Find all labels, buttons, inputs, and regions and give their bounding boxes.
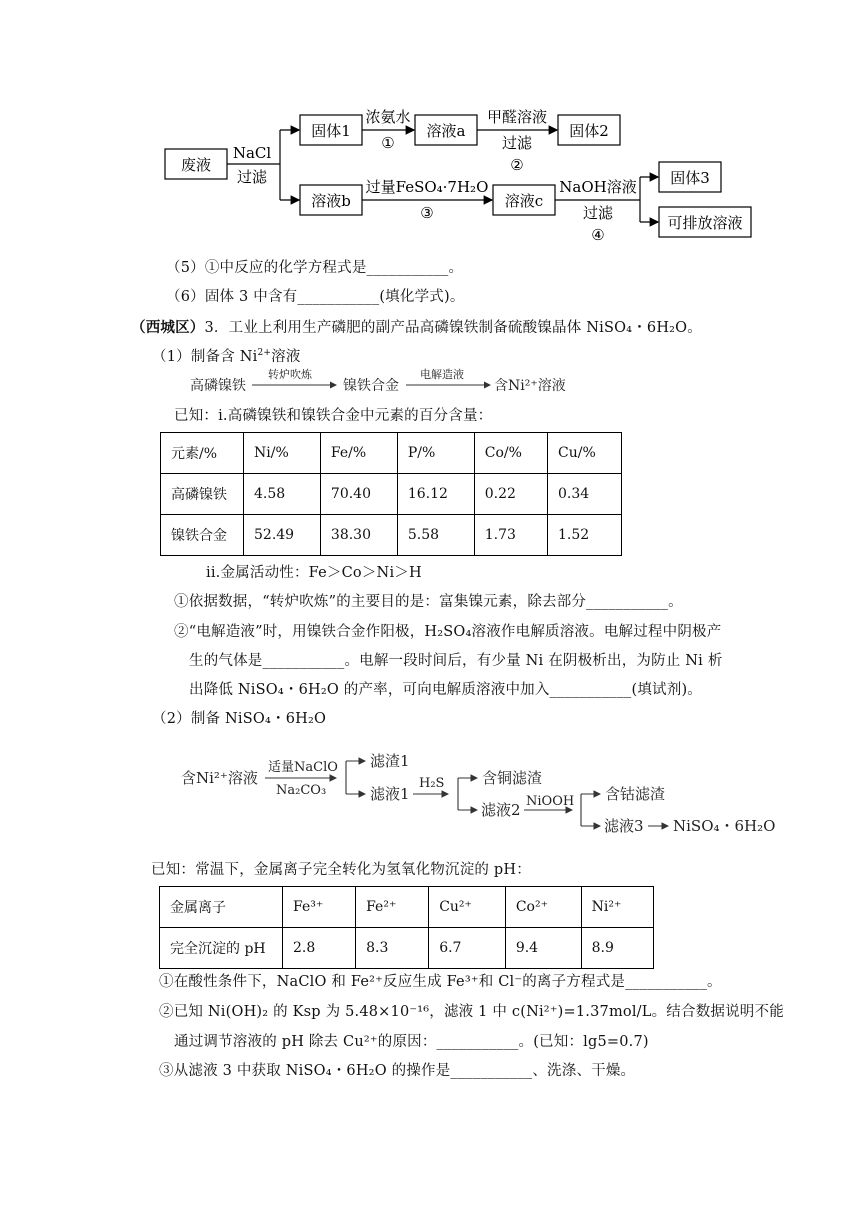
label-solid2: 固体2 <box>569 122 609 140</box>
flow3-start: 含Ni²⁺溶液 <box>181 769 258 787</box>
question-1-2a: ②“电解造液”时，用镍铁合金作阳极，H₂SO₄溶液作电解质溶液。电解过程中阴极产 <box>174 624 722 640</box>
flow3-reagent-top: 适量NaClO <box>268 760 338 775</box>
label-discharge: 可排放溶液 <box>667 214 743 232</box>
question-1-1: ①依据数据，“转炉吹炼”的主要目的是：富集镍元素，除去部分___________。 <box>174 594 683 610</box>
flow3-co-residue: 含钴滤渣 <box>605 785 666 803</box>
label-solC: 溶液c <box>504 192 544 210</box>
label-step3: ③ <box>420 204 434 222</box>
flow3-reagent-bottom: Na₂CO₃ <box>276 783 327 798</box>
problem-text: 3．工业上利用生产磷肥的副产品高磷镍铁制备硫酸镍晶体 NiSO₄・6H₂O。 <box>204 320 702 336</box>
flow2-mid: 镍铁合金 <box>343 378 399 394</box>
flowchart-waste-liquid <box>0 0 860 250</box>
part-1-title: （1）制备含 $Ni^{2+}$溶液 <box>152 348 301 365</box>
flow3-h2s: H₂S <box>419 776 445 791</box>
label-solA: 溶液a <box>426 122 466 140</box>
label-step4: ④ <box>591 226 605 244</box>
flowchart-ni-solution <box>0 360 860 400</box>
flow2-start: 高磷镍铁 <box>190 378 246 394</box>
part-2-title: （2）制备 NiSO₄・6H₂O <box>152 711 327 727</box>
question-1-2c: 出降低 NiSO₄・6H₂O 的产率，可向电解质溶液中加入___________(填试剂)。 <box>189 682 703 698</box>
flow2-end: 含Ni²⁺溶液 <box>494 378 566 394</box>
district-label: （西城区） <box>131 319 205 336</box>
question-2-2b: 通过调节溶液的 pH 除去 Cu²⁺的原因：___________。(已知：lg5=0.7) <box>174 1034 649 1050</box>
label-filter: 过滤 <box>236 168 268 186</box>
flow3-product: NiSO₄・6H₂O <box>673 817 776 835</box>
known-3: 已知：常温下，金属离子完全转化为氢氧化物沉淀的 pH： <box>151 862 531 878</box>
label-ammonia: 浓氨水 <box>365 108 411 126</box>
known-2: ii.金属活动性：Fe＞Co＞Ni＞H <box>206 565 422 581</box>
label-naoh: NaOH溶液 <box>559 178 637 196</box>
question-6: （6）固体 3 中含有___________(填化学式)。 <box>166 289 465 305</box>
label-step1: ① <box>381 134 395 152</box>
flow3-niooh: NiOOH <box>526 794 575 809</box>
label-nacl: NaCl <box>232 144 272 162</box>
table-header-row: 金属离子 Fe³⁺ Fe²⁺ Cu²⁺ Co²⁺ Ni²⁺ <box>160 887 654 928</box>
flow3-cu-residue: 含铜滤渣 <box>482 769 543 787</box>
label-solB: 溶液b <box>311 192 351 210</box>
question-5: （5）①中反应的化学方程式是___________。 <box>166 260 464 276</box>
table-row: 镍铁合金 52.49 38.30 5.58 1.73 1.52 <box>161 515 622 556</box>
question-1-2b: 生的气体是___________。电解一段时间后，有少量 Ni 在阴极析出，为防止 Ni 析 <box>189 653 723 669</box>
label-filter2: 过滤 <box>501 134 533 152</box>
label-formaldehyde: 甲醛溶液 <box>486 108 548 126</box>
flow3-residue1: 滤渣1 <box>370 752 410 770</box>
table-header-row: 元素/% Ni/% Fe/% P/% Co/% Cu/% <box>161 433 622 474</box>
flow2-step1: 转炉吹炼 <box>268 368 312 381</box>
known-1: 已知：i.高磷镍铁和镍铁合金中元素的百分含量： <box>174 408 493 424</box>
question-2-1: ①在酸性条件下，NaClO 和 Fe²⁺反应生成 Fe³⁺和 Cl⁻的离子方程式是___________。 <box>159 974 722 990</box>
label-solid3: 固体3 <box>670 169 710 187</box>
label-feso4: 过量FeSO₄·7H₂O <box>365 178 489 196</box>
flow3-filtrate3: 滤液3 <box>604 817 644 835</box>
question-2-3: ③从滤液 3 中获取 NiSO₄・6H₂O 的操作是___________、洗涤、干燥。 <box>159 1063 636 1079</box>
label-step2: ② <box>510 156 524 174</box>
flow3-filtrate2: 滤液2 <box>481 801 521 819</box>
question-2-2a: ②已知 Ni(OH)₂ 的 Ksp 为 5.48×10⁻¹⁶，滤液 1 中 c(Ni²⁺)=1.37mol/L。结合数据说明不能 <box>159 1004 784 1020</box>
table-row: 高磷镍铁 4.58 70.40 16.12 0.22 0.34 <box>161 474 622 515</box>
problem-header <box>131 316 702 337</box>
element-content-table <box>160 432 622 556</box>
flow2-step2: 电解造液 <box>420 368 464 381</box>
label-filter3: 过滤 <box>582 204 614 222</box>
label-waste: 废液 <box>180 156 212 174</box>
flow3-filtrate1: 滤液1 <box>370 785 410 803</box>
precipitation-ph-table <box>159 886 654 969</box>
table-row: 完全沉淀的 pH 2.8 8.3 6.7 9.4 8.9 <box>160 928 654 969</box>
label-solid1: 固体1 <box>311 122 351 140</box>
flowchart-niso4 <box>0 735 860 845</box>
